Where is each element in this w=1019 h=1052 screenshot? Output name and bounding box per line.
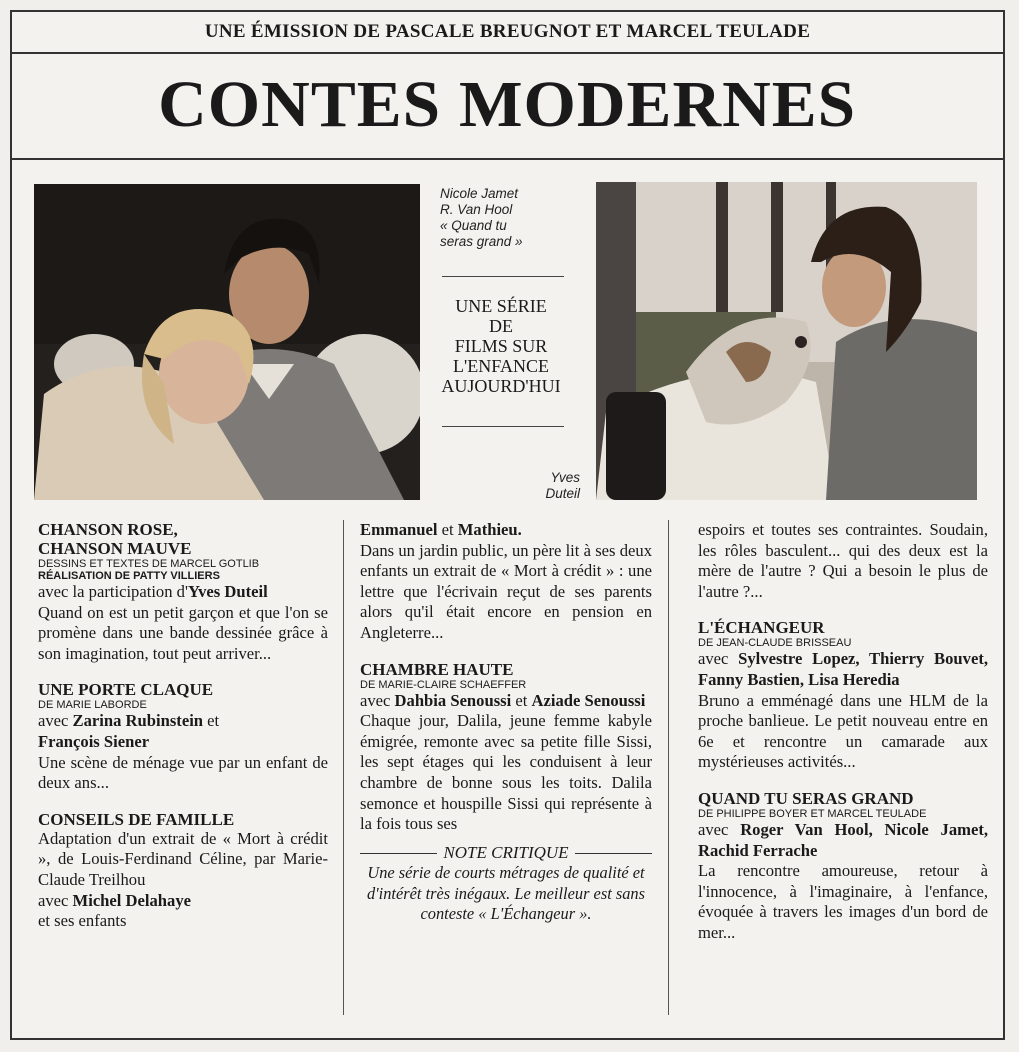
caption-line: Duteil [545,486,580,501]
episode-credit: DE MARIE LABORDE [38,699,147,712]
actor-name: Zarina Rubinstein [72,711,204,731]
episode-cast [38,582,328,603]
episode-synopsis: La rencontre amoureuse, retour à l'innocence, à l'imaginaire, à l'enfance, évoquée à travers les images d'un bord de mer... [698,861,988,942]
caption-line: Nicole Jamet [440,186,519,201]
actor-name: Aziade Senoussi [531,690,646,710]
episode-credit: DE JEAN-CLAUDE BRISSEAU [698,637,852,650]
note-rule [575,853,652,854]
cast-prefix: avec [698,819,741,839]
tagline-line: UNE SÉRIE [455,296,547,316]
note-rule [360,853,437,854]
episode-synopsis: Une scène de ménage vue par un enfant de deux ans... [38,752,328,793]
tagline-line: AUJOURD'HUI [441,376,561,396]
spacer [38,794,328,810]
caption-line: « Quand tu [440,218,507,233]
caption-line: R. Van Hool [440,202,513,217]
divider [442,426,564,427]
column-rule [343,520,344,1015]
actor-name: François Siener [38,731,150,751]
cast-prefix: avec [698,649,739,669]
photo-man-dog [596,182,977,500]
episode-synopsis: Chaque jour, Dalila, jeune femme kabyle émigrée, remonte avec sa petite fille Sissi, les sept étages qui les conduisent à leur chambre de bonne sous les toits. Dalila semonce et houspille Sissi qui représente à la fois tous ses [360,711,652,834]
episode-director: RÉALISATION DE PATTY VILLIERS [38,570,220,582]
episode-title: CHAMBRE HAUTE [360,659,514,679]
note-title: NOTE CRITIQUE [443,842,569,862]
episode-synopsis: Bruno a emménagé dans une HLM de la proche banlieue. Le petit nouveau entre en 6e et rencontre un camarade aux mystérieuses activités... [698,690,988,772]
cast-joiner: et [437,520,458,539]
note-critique-text: Une série de courts métrages de qualité et d'intérêt très inégaux. Le meilleur est sans conteste « L'Échangeur ». [366,863,645,924]
actor-name: Dahbia Senoussi [394,690,512,710]
note-critique-heading [360,843,652,864]
episode-synopsis: Dans un jardin public, un père lit à ses deux enfants un extrait de « Mort à crédit » : une lettre que l'écrivain reçut de ses parents alors qu'il était encore en pension en Angleterre... [360,540,652,642]
title-box [12,52,1003,160]
actor-name: Mathieu. [457,520,522,539]
spacer [360,644,652,660]
episode-synopsis: Quand on est un petit garçon et que l'on se promène dans une bande dessinée grâce à son imagination, tout peut arriver... [38,602,328,663]
series-tagline [418,296,584,396]
episode-title-line: CHANSON ROSE, [38,520,178,539]
episode-cast [38,711,328,752]
episode-cast-end: et ses enfants [38,911,127,931]
column-1 [38,520,328,932]
photo-man-dog-image [596,182,977,500]
producers-banner: UNE ÉMISSION DE PASCALE BREUGNOT ET MARCEL TEULADE [12,12,1003,54]
cast-joiner: et [511,690,532,710]
cast-prefix: avec [38,890,73,910]
episode-synopsis: Adaptation d'un extrait de « Mort à crédit », de Louis-Ferdinand Céline, par Marie-Claude Treilhou [38,828,328,889]
column-2 [360,520,652,925]
photo-couple [34,184,420,500]
actor-name: Emmanuel [360,520,438,539]
column-3 [698,520,988,944]
spacer [38,664,328,680]
spacer [698,773,988,789]
episode-cast [38,891,328,912]
cast-prefix: avec [38,711,73,731]
episode-synopsis: espoirs et toutes ses contraintes. Soudain, les rôles basculent... qui des deux est la mère de l'autre ? Qui a besoin le plus de l'autre ?... [698,520,988,601]
episode-title: UNE PORTE CLAQUE [38,680,214,700]
cast-prefix: avec [360,690,395,710]
episode-cast [360,691,652,712]
cast-prefix: avec la participation d' [38,582,188,601]
episode-credit: DESSINS ET TEXTES DE MARCEL GOTLIB [38,558,260,570]
column-rule [668,520,669,1015]
caption-line: Yves [550,470,580,485]
actor-names: Roger Van Hool, Nicole Jamet, Rachid Ferrache [698,819,988,860]
episode-title-line: CHANSON MAUVE [38,539,192,558]
episode-cast [698,649,988,690]
episode-title: L'ÉCHANGEUR [698,618,825,638]
photo-couple-image [34,184,420,500]
article-frame [10,10,1005,1040]
tagline-line: L'ENFANCE [453,356,549,376]
caption-line: seras grand » [440,234,523,249]
episode-title [38,520,328,558]
divider [442,276,564,277]
spacer [698,602,988,618]
episode-title: QUAND TU SERAS GRAND [698,788,914,808]
tagline-line: DE [489,316,513,336]
right-photo-caption [512,470,580,502]
actor-name: Michel Delahaye [72,890,191,910]
left-photo-caption [440,186,560,250]
episode-credit: DE PHILIPPE BOYER ET MARCEL TEULADE [698,807,927,820]
episode-cast [698,820,988,861]
cast-joiner: et [203,711,220,731]
tagline-line: FILMS SUR [454,336,548,356]
episode-credit: DE MARIE-CLAIRE SCHAEFFER [360,678,527,691]
actor-names: Sylvestre Lopez, Thierry Bouvet, Fanny Bastien, Lisa Heredia [698,649,988,689]
actor-name: Yves Duteil [187,582,268,601]
page-title: CONTES MODERNES [158,68,857,141]
episode-title: CONSEILS DE FAMILLE [38,809,235,829]
episode-cast [360,520,652,541]
